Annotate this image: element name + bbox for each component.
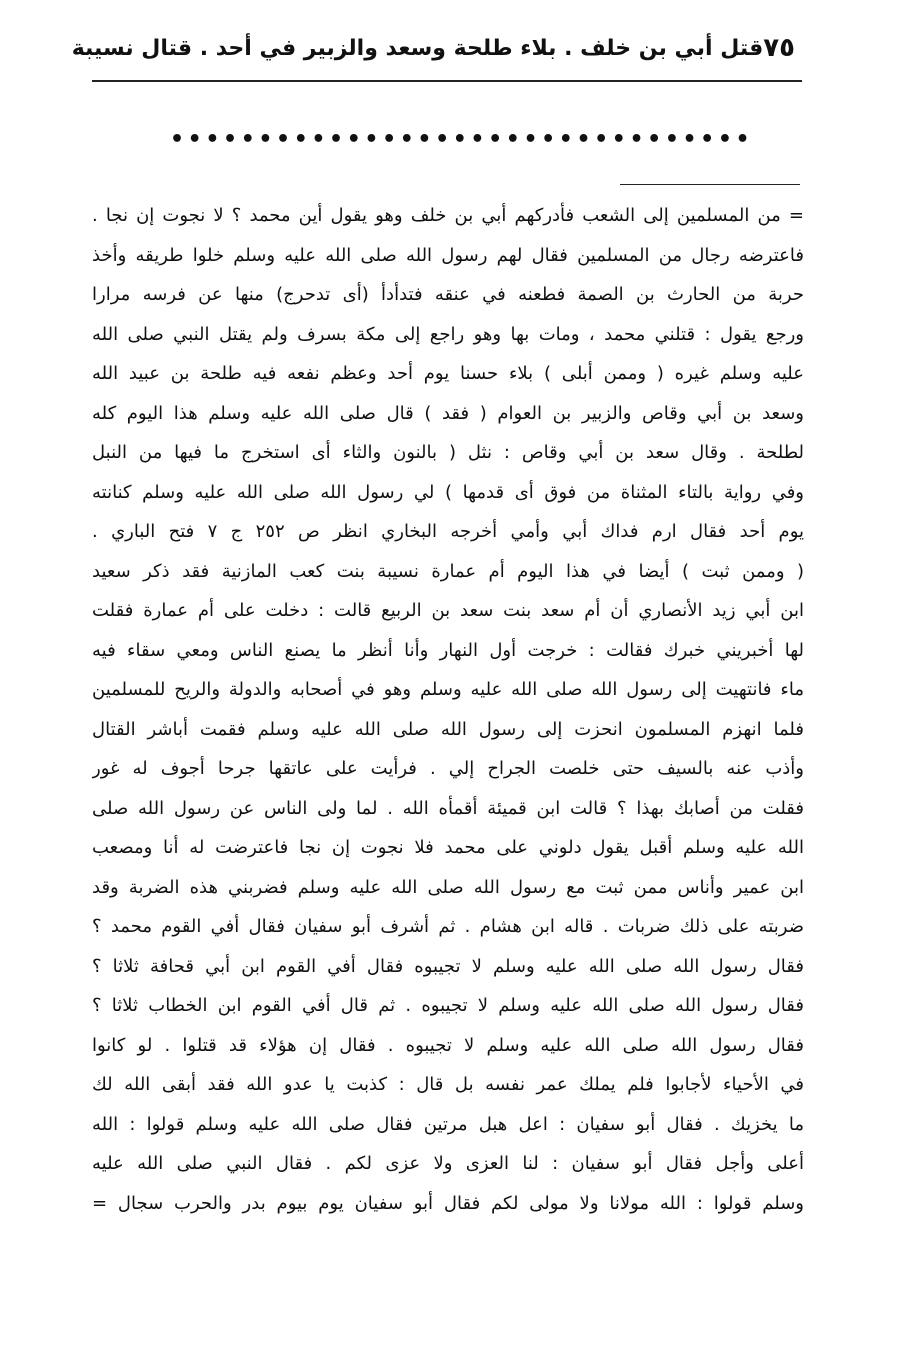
text-line: في الأحياء لأجابوا فلم يملك عمر نفسه بل قال : كذبت يا عدو الله فقد أبقى الله لك <box>92 1074 804 1095</box>
text-line: ماء فانتهيت إلى رسول الله صلى الله عليه وسلم وهو في أصحابه والدولة والريح للمسلمين <box>92 679 804 700</box>
text-line: وفي رواية بالتاء المثناة من فوق أى قدمها ) لي رسول الله صلى الله عليه وسلم كنانته <box>92 481 804 503</box>
separator-dot: • <box>541 126 556 152</box>
text-line: وسعد بن أبي وقاص والزبير بن العوام ( فقد ) قال صلى الله عليه وسلم هذا اليوم كله <box>92 402 804 424</box>
separator-dot: • <box>223 126 238 152</box>
text-line: ( وممن ثبت ) أيضا في هذا اليوم أم عمارة نسيبة بنت كعب المازنية فقد ذكر سعيد <box>92 560 804 582</box>
text-line: حربة من الحارث بن الصمة فطعنه في عنقه فتدأدأ (أى تدحرج) منها عن فرسه مرارا <box>92 284 804 305</box>
footnote-text <box>92 196 804 1223</box>
separator-dot: • <box>700 126 715 152</box>
separator-dot: • <box>417 126 432 152</box>
separator-dot: • <box>647 126 662 152</box>
separator-dot: • <box>523 126 538 152</box>
text-line: لها أخبريني خبرك فقالت : خرجت أول النهار وأنا أنظر ما يصنع الناس ومعي سقاء فيه <box>92 639 804 661</box>
separator-dot: • <box>240 126 255 152</box>
text-line: عليه وسلم غيره ( وممن أبلى ) بلاء حسنا يوم أحد وعظم نفعه فيه طلحة بن عبيد الله <box>92 363 804 384</box>
text-line: = من المسلمين إلى الشعب فأدركهم أبي بن خلف وهو يقول أين محمد ؟ لا نجوت إن نجا . <box>92 205 804 226</box>
separator-dot: • <box>258 126 273 152</box>
separator-dot: • <box>170 126 185 152</box>
separator-dot: • <box>576 126 591 152</box>
separator-dot: • <box>505 126 520 152</box>
text-line: ما يخزيك . فقال أبو سفيان : اعل هبل مرتين فقال صلى الله عليه وسلم قولوا : الله <box>92 1113 804 1135</box>
text-line: ضربته على ذلك ضربات . قاله ابن هشام . ثم أشرف أبو سفيان فقال أفي القوم محمد ؟ <box>92 916 804 937</box>
separator-dot: • <box>329 126 344 152</box>
page-header <box>71 28 795 68</box>
separator-dot: • <box>399 126 414 152</box>
footnote-rule <box>620 184 800 185</box>
separator-dot: • <box>382 126 397 152</box>
separator-dot: • <box>311 126 326 152</box>
separator-dot: • <box>187 126 202 152</box>
separator-dot: • <box>364 126 379 152</box>
separator-dot: • <box>488 126 503 152</box>
text-line: وسلم قولوا : الله مولانا ولا مولى لكم فقال أبو سفيان يوم بيوم بدر والحرب سجال = <box>92 1192 804 1214</box>
text-line: ابن أبي زيد الأنصاري أن أم سعد بنت سعد بن الربيع قالت : دخلت على أم عمارة فقلت <box>92 600 804 621</box>
separator-dot: • <box>452 126 467 152</box>
separator-dot: • <box>664 126 679 152</box>
separator-dot: • <box>594 126 609 152</box>
separator-dot: • <box>717 126 732 152</box>
separator-dot: • <box>276 126 291 152</box>
text-line: فاعترضه رجال من المسلمين فقال لهم رسول الله صلى الله عليه وسلم خلوا طريقه وأخذ <box>92 244 804 266</box>
separator-dot: • <box>682 126 697 152</box>
page-number: ٧٥ <box>763 33 795 63</box>
separator-dot: • <box>611 126 626 152</box>
separator-dot: • <box>470 126 485 152</box>
separator-dot: • <box>629 126 644 152</box>
text-line: فقلت من أصابك بهذا ؟ قالت ابن قميئة أقمأه الله . لما ولى الناس عن رسول الله صلى <box>92 797 804 819</box>
text-line: لطلحة . وقال سعد بن أبي وقاص : نثل ( بالنون والثاء أى استخرج ما فيها من النبل <box>92 442 804 463</box>
section-separator-dots <box>170 124 750 154</box>
text-line: وأذب عنه بالسيف حتى خلصت الجراح إلي . فرأيت على عاتقها جرحا أجوف له غور <box>92 758 804 779</box>
text-line: فقال رسول الله صلى الله عليه وسلم لا تجيبوه فقال أفي القوم ابن أبي قحافة ثلاثا ؟ <box>92 955 804 977</box>
header-rule <box>92 80 802 82</box>
text-line: فقال رسول الله صلى الله عليه وسلم لا تجيبوه . ثم قال أفي القوم ابن الخطاب ثلاثا ؟ <box>92 995 804 1016</box>
running-title: قتل أبي بن خلف . بلاء طلحة وسعد والزبير في أحد . قتال نسيبة <box>71 35 764 61</box>
separator-dot: • <box>735 126 750 152</box>
text-line: أعلى وأجل فقال أبو سفيان : لنا العزى ولا عزى لكم . فقال النبي صلى الله عليه <box>92 1153 804 1174</box>
separator-dot: • <box>558 126 573 152</box>
text-line: يوم أحد فقال ارم فداك أبي وأمي أخرجه البخاري انظر ص ٢٥٢ ج ٧ فتح الباري . <box>92 521 804 542</box>
text-line: ورجع يقول : قتلني محمد ، ومات بها وهو راجع إلى مكة بسرف ولم يقتل النبي صلى الله <box>92 323 804 345</box>
separator-dot: • <box>346 126 361 152</box>
text-line: فلما انهزم المسلمون انحزت إلى رسول الله صلى الله عليه وسلم فقمت أباشر القتال <box>92 718 804 740</box>
separator-dot: • <box>435 126 450 152</box>
text-line: فقال رسول الله صلى الله عليه وسلم لا تجيبوه . فقال إن هؤلاء قد قتلوا . لو كانوا <box>92 1034 804 1056</box>
separator-dot: • <box>205 126 220 152</box>
text-line: الله عليه وسلم أقبل يقول دلوني على محمد فلا نجوت إن نجا فاعترضت له أنا ومصعب <box>92 837 804 858</box>
text-line: ابن عمير وأناس ممن ثبت مع رسول الله صلى الله عليه وسلم فضربني هذه الضربة وقد <box>92 876 804 898</box>
separator-dot: • <box>293 126 308 152</box>
